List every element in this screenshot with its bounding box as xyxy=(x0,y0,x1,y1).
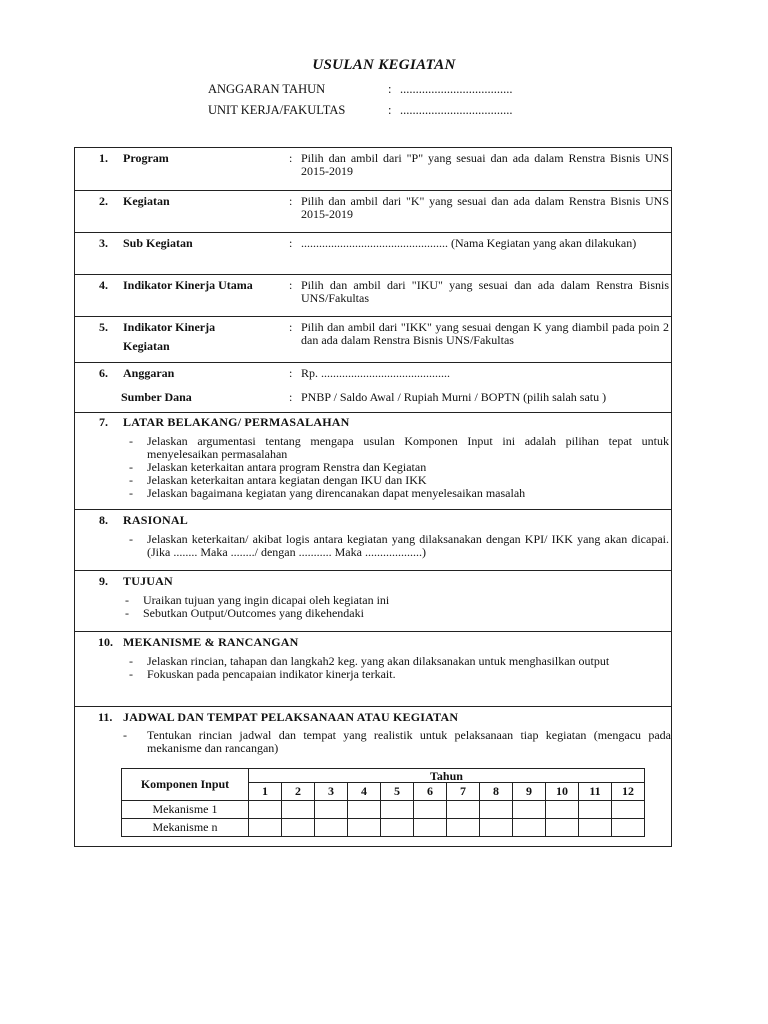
section-mekanisme xyxy=(75,632,671,707)
section-list xyxy=(125,594,665,620)
month-cell[interactable] xyxy=(546,819,579,837)
sumber-dana-value: PNBP / Saldo Awal / Rupiah Murni / BOPTN (pilih salah satu ) xyxy=(301,390,607,404)
list-item: - Tentukan rincian jadwal dan tempat yang realistik untuk pelaksanaan tiap kegiatan (mengacu pada mekanisme dan rancangan) xyxy=(123,729,671,755)
list-item: - Jelaskan bagaimana kegiatan yang direncanakan dapat menyelesaikan masalah xyxy=(129,487,669,500)
month-cell[interactable] xyxy=(612,801,645,819)
row-sub-kegiatan xyxy=(75,233,671,275)
table-header-row xyxy=(122,769,645,783)
row-colon: : xyxy=(289,194,293,208)
row-ikk xyxy=(75,317,671,363)
row-number: 3. xyxy=(99,236,108,250)
section-heading: LATAR BELAKANG/ PERMASALAHAN xyxy=(123,415,350,429)
row-colon: : xyxy=(289,278,293,292)
row-value: Pilih dan ambil dari "P" yang sesuai dan ada dalam Renstra Bisnis UNS 2015-2019 xyxy=(301,151,669,178)
header-sep: : xyxy=(388,82,392,96)
komponen-input-header: Komponen Input xyxy=(122,769,249,801)
row-value: Rp. ........................................... xyxy=(301,366,451,380)
section-tujuan xyxy=(75,571,671,632)
month-cell[interactable] xyxy=(249,819,282,837)
month-cell[interactable] xyxy=(513,801,546,819)
sumber-dana-colon: : xyxy=(289,390,293,404)
month-header: 2 xyxy=(282,783,315,801)
form-box xyxy=(74,147,672,847)
header-value: .................................... xyxy=(400,103,513,117)
month-header: 7 xyxy=(447,783,480,801)
table-row xyxy=(122,819,645,837)
schedule-table xyxy=(121,768,645,837)
header-unit-kerja xyxy=(208,103,513,118)
row-label-line2: Kegiatan xyxy=(123,339,170,353)
row-value: ................................................. (Nama Kegiatan yang akan dilakukan) xyxy=(301,236,637,250)
header-anggaran-tahun xyxy=(208,82,513,97)
row-value: Pilih dan ambil dari "IKK" yang sesuai dengan K yang diambil pada poin 2 dan ada dalam Renstra Bisnis UNS/Fakultas xyxy=(301,320,669,347)
section-list xyxy=(123,729,671,755)
month-cell[interactable] xyxy=(414,819,447,837)
month-cell[interactable] xyxy=(381,801,414,819)
row-colon: : xyxy=(289,151,293,165)
row-colon: : xyxy=(289,236,293,250)
row-anggaran xyxy=(75,363,671,413)
list-item: - Uraikan tujuan yang ingin dicapai oleh kegiatan ini xyxy=(125,594,665,607)
month-header: 5 xyxy=(381,783,414,801)
row-colon: : xyxy=(289,320,293,334)
section-list xyxy=(129,435,669,500)
month-cell[interactable] xyxy=(315,801,348,819)
list-item: - Fokuskan pada pencapaian indikator kinerja terkait. xyxy=(129,668,669,681)
row-label: Kegiatan xyxy=(123,194,170,208)
month-header: 11 xyxy=(579,783,612,801)
month-header: 10 xyxy=(546,783,579,801)
list-item: - Jelaskan keterkaitan antara program Renstra dan Kegiatan xyxy=(129,461,669,474)
header-label: ANGGARAN TAHUN xyxy=(208,82,326,96)
list-item: - Sebutkan Output/Outcomes yang dikehendaki xyxy=(125,607,665,620)
table-row xyxy=(122,801,645,819)
section-list xyxy=(129,533,669,559)
month-cell[interactable] xyxy=(546,801,579,819)
row-number: 2. xyxy=(99,194,108,208)
section-rasional xyxy=(75,510,671,571)
header-label: UNIT KERJA/FAKULTAS xyxy=(208,103,346,117)
row-label-cell: Mekanisme 1 xyxy=(122,801,249,819)
month-cell[interactable] xyxy=(381,819,414,837)
section-heading: MEKANISME & RANCANGAN xyxy=(123,635,299,649)
month-header: 6 xyxy=(414,783,447,801)
row-iku xyxy=(75,275,671,317)
row-label: Program xyxy=(123,151,169,165)
month-cell[interactable] xyxy=(414,801,447,819)
month-header: 8 xyxy=(480,783,513,801)
month-cell[interactable] xyxy=(612,819,645,837)
row-value: Pilih dan ambil dari "IKU" yang sesuai dan ada dalam Renstra Bisnis UNS/Fakultas xyxy=(301,278,669,305)
month-cell[interactable] xyxy=(579,801,612,819)
header-sep: : xyxy=(388,103,392,117)
row-program xyxy=(75,148,671,191)
month-header: 4 xyxy=(348,783,381,801)
month-cell[interactable] xyxy=(348,801,381,819)
month-cell[interactable] xyxy=(282,819,315,837)
month-cell[interactable] xyxy=(447,801,480,819)
tahun-header: Tahun xyxy=(249,769,645,783)
row-number: 5. xyxy=(99,320,108,334)
row-label: Anggaran xyxy=(123,366,175,380)
month-cell[interactable] xyxy=(480,801,513,819)
month-header: 12 xyxy=(612,783,645,801)
row-colon: : xyxy=(289,366,293,380)
section-number: 11. xyxy=(98,710,113,724)
month-cell[interactable] xyxy=(579,819,612,837)
section-latar-belakang xyxy=(75,413,671,510)
month-cell[interactable] xyxy=(282,801,315,819)
row-label: Indikator Kinerja Utama xyxy=(123,278,253,292)
list-item: - Jelaskan keterkaitan antara kegiatan dengan IKU dan IKK xyxy=(129,474,669,487)
row-label-cell: Mekanisme n xyxy=(122,819,249,837)
row-number: 4. xyxy=(99,278,108,292)
section-number: 9. xyxy=(99,574,108,588)
month-header: 3 xyxy=(315,783,348,801)
section-number: 7. xyxy=(99,415,108,429)
month-header: 9 xyxy=(513,783,546,801)
section-heading: RASIONAL xyxy=(123,513,188,527)
row-number: 1. xyxy=(99,151,108,165)
row-label-line1: Indikator Kinerja xyxy=(123,320,216,334)
row-label: Sub Kegiatan xyxy=(123,236,193,250)
sumber-dana-label: Sumber Dana xyxy=(121,390,192,404)
section-number: 8. xyxy=(99,513,108,527)
row-number: 6. xyxy=(99,366,108,380)
list-item: - Jelaskan argumentasi tentang mengapa usulan Komponen Input ini adalah pilihan tepat untuk menyelesaikan permasalahan xyxy=(129,435,669,461)
section-heading: JADWAL DAN TEMPAT PELAKSANAAN ATAU KEGIATAN xyxy=(123,710,459,724)
row-kegiatan xyxy=(75,191,671,233)
month-cell[interactable] xyxy=(447,819,480,837)
list-item: - Jelaskan keterkaitan/ akibat logis antara kegiatan yang dilaksanakan dengan KPI/ IKK yang akan dicapai. (Jika ........ Maka ......../ dengan ........... Maka ...................) xyxy=(129,533,669,559)
row-value: Pilih dan ambil dari "K" yang sesuai dan ada dalam Renstra Bisnis UNS 2015-2019 xyxy=(301,194,669,221)
month-cell[interactable] xyxy=(480,819,513,837)
list-item: - Jelaskan rincian, tahapan dan langkah2 keg. yang akan dilaksanakan untuk menghasilkan output xyxy=(129,655,669,668)
month-cell[interactable] xyxy=(513,819,546,837)
document-title: USULAN KEGIATAN xyxy=(312,57,456,73)
section-list xyxy=(129,655,669,681)
month-cell[interactable] xyxy=(315,819,348,837)
header-value: .................................... xyxy=(400,82,513,96)
month-cell[interactable] xyxy=(348,819,381,837)
month-header: 1 xyxy=(249,783,282,801)
section-number: 10. xyxy=(98,635,113,649)
month-cell[interactable] xyxy=(249,801,282,819)
section-heading: TUJUAN xyxy=(123,574,173,588)
